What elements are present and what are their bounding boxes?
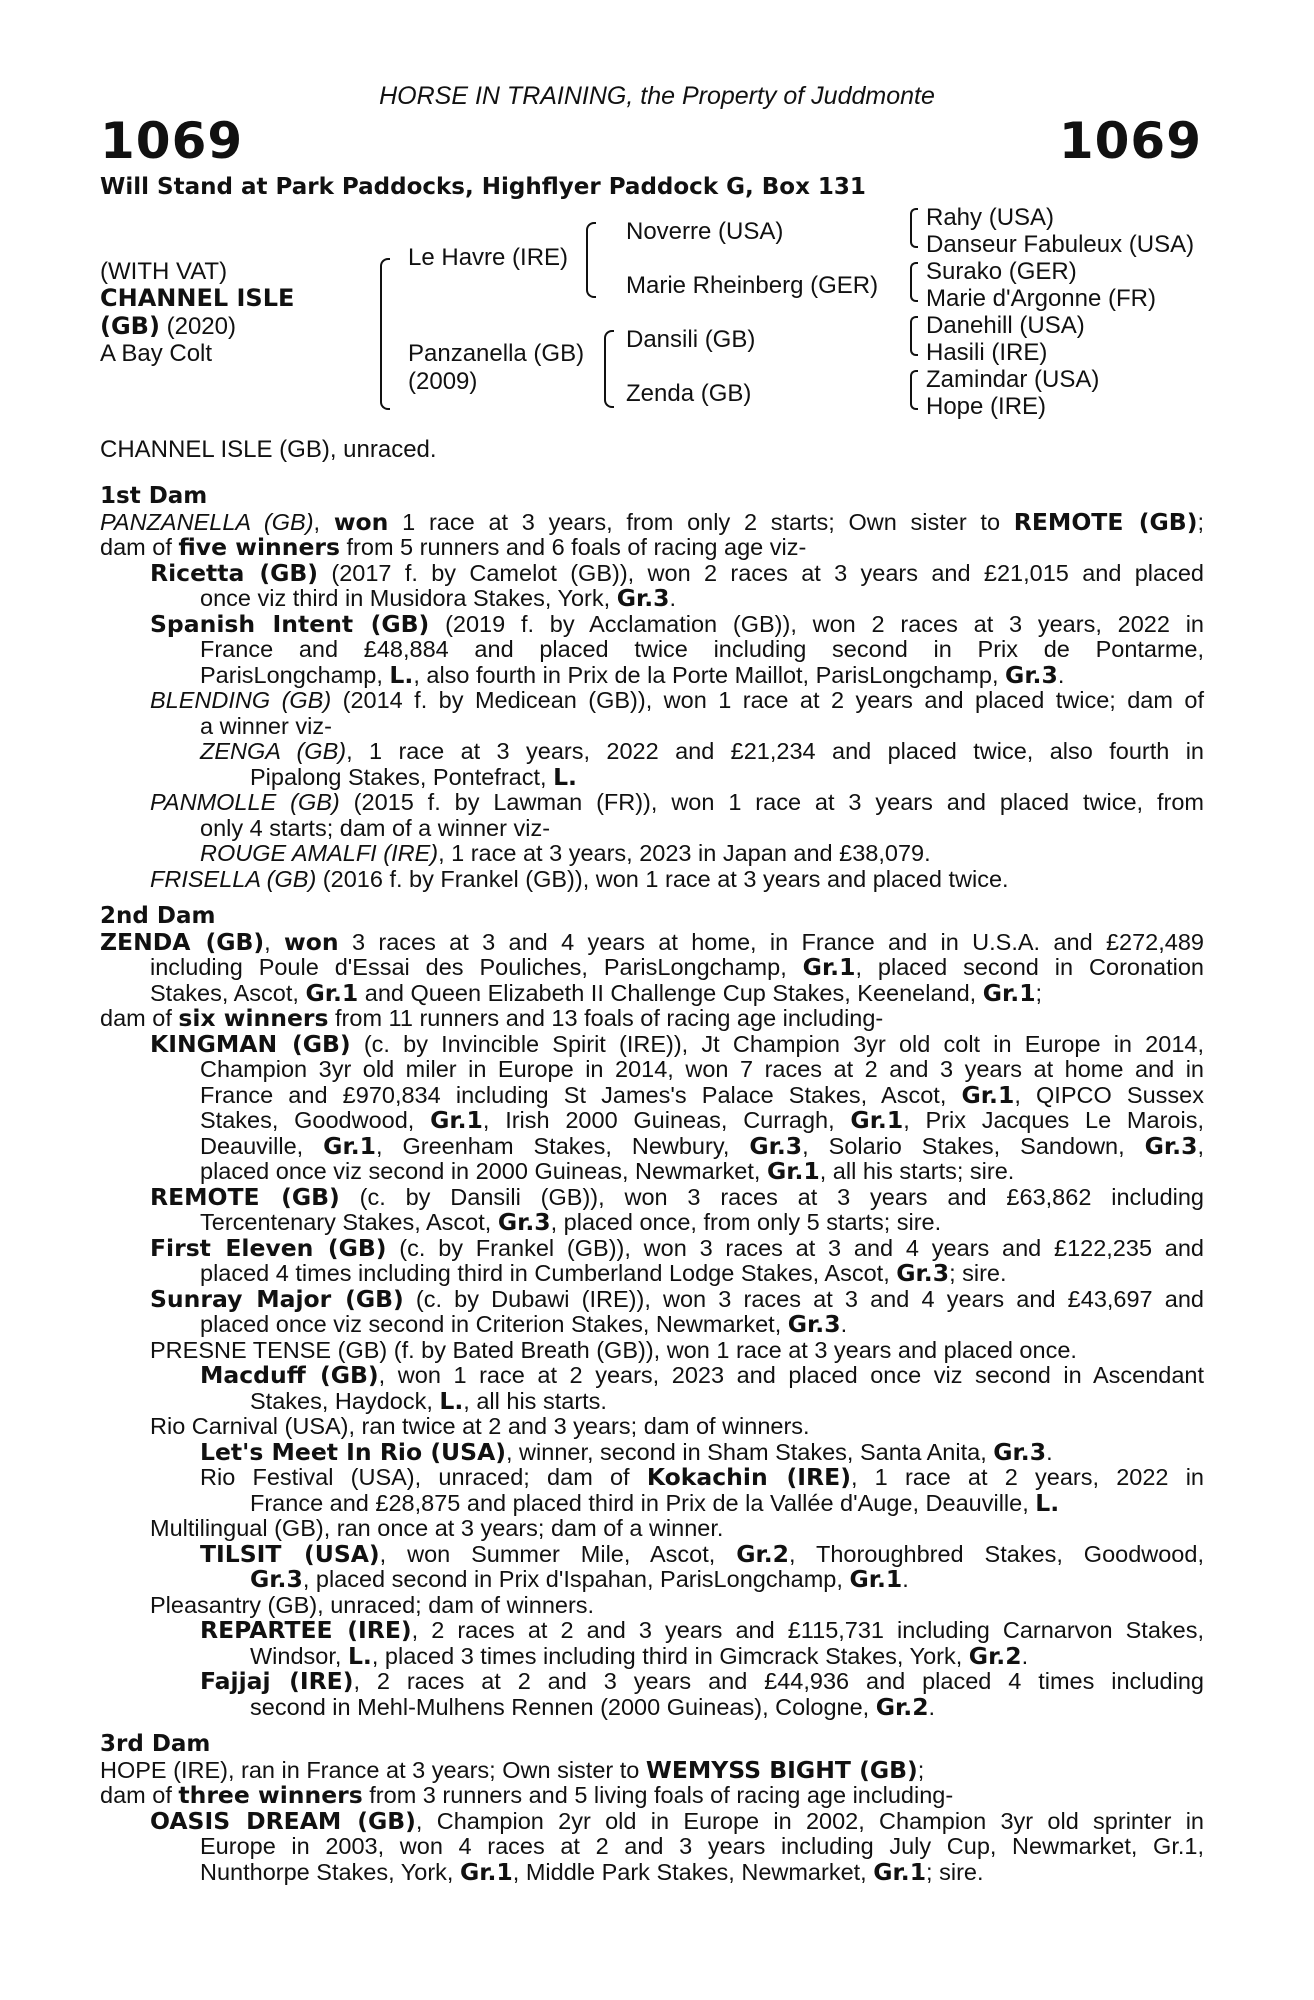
text: , Middle Park Stakes, Newmarket, [512, 1858, 874, 1885]
produce-entry [100, 1806, 1204, 1835]
produce-entry-cont [100, 762, 1204, 791]
text: . [669, 585, 677, 611]
second-dam-produce-summary [100, 1006, 1204, 1032]
text: Gr.1 [459, 1857, 513, 1886]
text: Gr.1 [961, 1080, 1015, 1109]
produce-entry [100, 1465, 1204, 1491]
pedigree-dds: Zamindar (USA) [926, 366, 1100, 393]
pedigree-brace-sd [910, 262, 918, 302]
third-dam-line [100, 1755, 1204, 1784]
lot-number-left: 1069 [100, 112, 244, 170]
pedigree-brace-dd [910, 370, 918, 410]
text: placed once viz second in 2000 Guineas, Newmarket, [200, 1158, 767, 1184]
text: dam of [100, 1782, 179, 1808]
produce-entry-cont [100, 1312, 1204, 1338]
produce-entry [100, 1618, 1204, 1644]
produce-entry-cont [100, 1386, 1204, 1415]
text: Gr.1 [766, 1157, 820, 1185]
pedigree-sire-dam: Marie Rheinberg (GER) [626, 272, 879, 299]
vat-note: (WITH VAT) [100, 258, 228, 285]
text: , Thoroughbred Stakes, Goodwood, [789, 1540, 1204, 1567]
text: from 11 runners and 13 foals of racing age including- [328, 1005, 884, 1031]
horse-origin: (GB) [100, 312, 160, 340]
text: , placed second in Prix d'Ispahan, ParisLongchamp, [302, 1566, 850, 1592]
pedigree-sire: Le Havre (IRE) [408, 244, 569, 271]
text: Gr.3 [250, 1565, 303, 1593]
pedigree-dam-sire: Dansili (GB) [626, 326, 756, 353]
produce-entry-cont [100, 1641, 1204, 1670]
produce-entry [100, 841, 1204, 867]
third-dam-produce-summary [100, 1783, 1204, 1809]
text: Pipalong Stakes, Pontefract, [250, 763, 554, 790]
text: ; sire. [926, 1858, 984, 1885]
text: Gr.3 [993, 1437, 1047, 1466]
horse-year: (2020) [166, 313, 236, 340]
produce-entry-cont [100, 1261, 1204, 1287]
pedigree-ddd: Hope (IRE) [926, 393, 1047, 420]
text: . [1046, 1438, 1053, 1465]
text: TILSIT (USA) [200, 1539, 380, 1568]
text: Sunray Major (GB) [150, 1284, 404, 1313]
text: (c. by Frankel (GB)), won 3 races at 3 and 4 years and £122,235 and [386, 1234, 1205, 1261]
pedigree-brace-ds [910, 316, 918, 356]
produce-entry-cont [100, 1857, 1204, 1886]
produce-entry-cont [100, 1692, 1204, 1721]
text: and Queen Elizabeth II Challenge Cup Stakes, Keeneland, [358, 979, 983, 1006]
text: Stakes, Ascot, [150, 979, 306, 1006]
text: Nunthorpe Stakes, York, [200, 1858, 460, 1885]
produce-entry [100, 1437, 1204, 1466]
text: , Solario Stakes, Sandown, [802, 1132, 1145, 1159]
pedigree-dam-dam: Zenda (GB) [626, 380, 752, 407]
text: six winners [178, 1004, 329, 1032]
produce-entry [100, 1284, 1204, 1313]
text: Spanish Intent (GB) [150, 609, 430, 638]
text: FRISELLA (GB) [150, 865, 317, 892]
produce-entry-cont [100, 1131, 1204, 1160]
text: First Eleven (GB) [150, 1233, 387, 1262]
produce-entry [100, 609, 1204, 638]
text: Gr.3 [896, 1259, 950, 1287]
text: five winners [178, 533, 340, 561]
text: , QIPCO Sussex [1014, 1081, 1204, 1108]
pedigree-dsd: Hasili (IRE) [926, 339, 1048, 366]
text: , [264, 928, 285, 955]
dam-name: PANZANELLA (GB) [100, 508, 314, 535]
produce-entry [100, 558, 1204, 587]
lot-number-right: 1069 [1058, 112, 1202, 170]
text: , Champion 2yr old in Europe in 2002, Champion 3yr old sprinter in [415, 1807, 1204, 1834]
page-header: HORSE IN TRAINING, the Property of Juddmonte [379, 82, 935, 110]
text: ; sire. [949, 1260, 1007, 1286]
text: ParisLongchamp, [200, 661, 390, 688]
text: once viz third in Musidora Stakes, York, [200, 585, 617, 611]
text: Ricetta (GB) [150, 558, 319, 587]
text: HOPE (IRE), ran in France at 3 years; Own sister to [100, 1756, 646, 1783]
text: . [902, 1566, 909, 1592]
pedigree-sss: Rahy (USA) [926, 204, 1055, 231]
text: three winners [178, 1781, 363, 1809]
text: (c. by Dubawi (IRE)), won 3 races at 3 and 4 years and £43,697 and [403, 1285, 1204, 1312]
pedigree-dam: Panzanella (GB) [408, 340, 585, 367]
produce-entry-cont [100, 586, 1204, 612]
text: Gr.1 [305, 978, 359, 1007]
text: from 3 runners and 5 living foals of racing age including- [362, 1782, 954, 1808]
text: REMOTE (GB) [1013, 507, 1198, 536]
text: 1 race at 3 years, from only 2 starts; Own sister to [388, 508, 1014, 535]
spacer [100, 1720, 1204, 1732]
text: dam of [100, 1005, 179, 1031]
text: , Greenham Stakes, Newbury, [375, 1132, 750, 1159]
text: , [313, 508, 334, 535]
text: PANMOLLE (GB) [150, 789, 340, 815]
produce-entry [100, 739, 1204, 765]
produce-entry: PRESNE TENSE (GB) (f. by Bated Breath (GB)), won 1 race at 3 years and placed once. [150, 1336, 1077, 1363]
text: Gr.2 [875, 1692, 929, 1721]
text: L. [439, 1386, 464, 1415]
text: Gr.1 [873, 1857, 927, 1886]
text: . [1021, 1642, 1029, 1669]
text: won [284, 927, 339, 956]
text: Gr.1 [430, 1106, 483, 1134]
produce-entry [100, 1539, 1204, 1568]
text: Stakes, Goodwood, [200, 1107, 431, 1133]
produce-entry: Multilingual (GB), ran once at 3 years; dam of a winner. [150, 1515, 724, 1541]
text: . [840, 1311, 848, 1337]
text: Gr.1 [849, 1565, 903, 1593]
first-dam-title: 1st Dam [100, 483, 208, 509]
produce-entry-cont [100, 1210, 1204, 1236]
text: Gr.2 [968, 1641, 1022, 1670]
text: , all his starts. [463, 1387, 607, 1414]
text: L. [347, 1641, 372, 1670]
text: , winner, second in Sham Stakes, Santa Anita, [506, 1438, 994, 1465]
text: , 2 races at 2 and 3 years and £44,936 and placed 4 times including [353, 1668, 1204, 1694]
text: Gr.1 [982, 978, 1036, 1007]
text: Gr.3 [749, 1131, 803, 1160]
text: REPARTEE (IRE) [200, 1616, 412, 1644]
text: France and £28,875 and placed third in Prix de la Vallée d'Auge, Deauville, [250, 1489, 1036, 1516]
text: second in Mehl-Mulhens Rennen (2000 Guineas), Cologne, [250, 1693, 876, 1720]
produce-entry-cont: Europe in 2003, won 4 races at 2 and 3 years including July Cup, Newmarket, Gr.1, [200, 1833, 1204, 1859]
stand-location: Will Stand at Park Paddocks, Highflyer Paddock G, Box 131 [100, 174, 866, 200]
text: , placed once, from only 5 starts; sire. [550, 1209, 942, 1235]
text: from 5 runners and 6 foals of racing age viz- [339, 534, 807, 560]
produce-entry-cont: only 4 starts; dam of a winner viz- [200, 814, 551, 841]
text: , won 1 race at 2 years, 2023 and placed once viz second in Ascendant [378, 1362, 1205, 1388]
text: ; [917, 1756, 925, 1783]
pedigree-sire-sire: Noverre (USA) [626, 218, 784, 245]
produce-entry [100, 867, 1204, 893]
text: Rio Festival (USA), unraced; dam of [200, 1464, 647, 1490]
text: KINGMAN (GB) [150, 1029, 351, 1058]
horse-description: A Bay Colt [100, 340, 213, 367]
text: (2015 f. by Lawman (FR)), won 1 race at 3 years and placed twice, from [339, 789, 1204, 815]
text: , 1 race at 2 years, 2022 in [850, 1464, 1205, 1490]
text: Gr.1 [850, 1106, 904, 1134]
text: , Irish 2000 Guineas, Curragh, [482, 1107, 851, 1133]
text: placed once viz second in Criterion Stakes, Newmarket, [200, 1311, 788, 1337]
produce-entry [100, 1669, 1204, 1695]
text: , [1197, 1132, 1204, 1159]
text: Gr.1 [323, 1131, 376, 1160]
text: , 1 race at 3 years, 2023 in Japan and £38,079. [438, 840, 931, 866]
text: ROUGE AMALFI (IRE) [200, 840, 439, 866]
horse-name: CHANNEL ISLE [100, 284, 295, 312]
text: ZENDA (GB) [100, 927, 265, 956]
produce-entry [100, 1233, 1205, 1262]
catalogue-body [100, 484, 1204, 1885]
text: Gr.2 [736, 1539, 789, 1568]
text: , 1 race at 3 years, 2022 and £21,234 and placed twice, also fourth in [346, 738, 1204, 764]
third-dam-title: 3rd Dam [100, 1731, 211, 1757]
text: Gr.3 [787, 1310, 841, 1338]
text: BLENDING (GB) [150, 687, 332, 713]
text: won [333, 507, 389, 536]
produce-entry-cont [100, 1080, 1204, 1109]
pedigree-brace-sire [586, 222, 596, 298]
produce-entry-cont [100, 1488, 1204, 1517]
text: dam of [100, 534, 179, 560]
horse-origin-year [100, 312, 236, 341]
text: . [928, 1693, 936, 1720]
text: placed 4 times including third in Cumberland Lodge Stakes, Ascot, [200, 1260, 897, 1286]
text: Stakes, Haydock, [250, 1387, 440, 1414]
text: , placed second in Coronation [855, 954, 1204, 980]
text: , Prix Jacques Le Marois, [903, 1107, 1204, 1133]
text: (2017 f. by Camelot (GB)), won 2 races at 3 years and £21,015 and placed [318, 559, 1204, 586]
text: Kokachin (IRE) [646, 1463, 851, 1491]
pedigree-ssd: Danseur Fabuleux (USA) [926, 231, 1195, 258]
text: , also fourth in Prix de la Porte Maillot, ParisLongchamp, [413, 661, 1006, 688]
second-dam-line-cont [100, 955, 1204, 981]
pedigree-brace-dam [604, 330, 614, 408]
text: , won Summer Mile, Ascot, [379, 1540, 737, 1567]
spacer [100, 892, 1204, 904]
text: L. [553, 762, 577, 791]
text: 3 races at 3 and 4 years at home, in France and in U.S.A. and £272,489 [338, 928, 1204, 955]
text: Macduff (GB) [200, 1361, 379, 1389]
produce-entry: Pleasantry (GB), unraced; dam of winners. [150, 1591, 595, 1618]
text: ZENGA (GB) [200, 738, 347, 764]
text: France and £970,834 including St James's Palace Stakes, Ascot, [200, 1081, 962, 1108]
produce-entry-cont [100, 1108, 1204, 1134]
text: including Poule d'Essai des Pouliches, ParisLongchamp, [150, 954, 803, 980]
produce-entry-cont: Champion 3yr old miler in Europe in 2014, won 7 races at 2 and 3 years at home and in [200, 1056, 1204, 1082]
text: WEMYSS BIGHT (GB) [645, 1755, 918, 1784]
text: Fajjaj (IRE) [200, 1667, 354, 1695]
text: (c. by Dansili (GB)), won 3 races at 3 years and £63,862 including [339, 1183, 1204, 1210]
text: Tercentenary Stakes, Ascot, [200, 1209, 498, 1235]
text: L. [389, 660, 414, 689]
text: Gr.1 [802, 953, 856, 981]
text: (2014 f. by Medicean (GB)), won 1 race at 2 years and placed twice; dam of [331, 687, 1204, 713]
text: Gr.3 [616, 584, 670, 612]
text: Let's Meet In Rio (USA) [200, 1437, 506, 1466]
produce-entry [100, 790, 1204, 816]
produce-entry-cont [100, 1567, 1204, 1593]
produce-entry-cont [100, 660, 1204, 689]
pedigree-brace-ss [910, 208, 918, 248]
text: Gr.3 [1005, 660, 1058, 689]
text: L. [1035, 1488, 1060, 1517]
text: Gr.3 [497, 1208, 551, 1236]
second-dam-line-cont [100, 978, 1204, 1007]
pedigree-brace-main [380, 258, 390, 410]
text: Windsor, [250, 1642, 348, 1669]
pedigree-sds: Surako (GER) [926, 258, 1077, 285]
race-summary: CHANNEL ISLE (GB), unraced. [100, 436, 437, 463]
produce-entry [100, 1363, 1204, 1389]
produce-entry [100, 1029, 1204, 1058]
pedigree-sdd: Marie d'Argonne (FR) [926, 285, 1156, 312]
pedigree-dss: Danehill (USA) [926, 312, 1085, 339]
text: Gr.3 [1144, 1131, 1198, 1160]
text: , placed 3 times including third in Gimcrack Stakes, York, [371, 1642, 969, 1669]
text: (c. by Invincible Spirit (IRE)), Jt Champion 3yr old colt in Europe in 2014, [350, 1030, 1204, 1057]
text: OASIS DREAM (GB) [150, 1806, 416, 1835]
text: REMOTE (GB) [150, 1182, 340, 1211]
text: (2016 f. by Frankel (GB)), won 1 race at 3 years and placed twice. [316, 865, 1009, 892]
pedigree-dam-year: (2009) [408, 368, 478, 395]
second-dam-line [100, 927, 1204, 956]
first-dam-produce-summary [100, 535, 1204, 561]
produce-entry-cont [100, 1159, 1204, 1185]
produce-entry: Rio Carnival (USA), ran twice at 2 and 3 years; dam of winners. [150, 1413, 810, 1439]
text: Deauville, [200, 1132, 324, 1159]
text: , 2 races at 2 and 3 years and £115,731 including Carnarvon Stakes, [411, 1617, 1204, 1643]
produce-entry-cont: a winner viz- [200, 712, 332, 739]
text: , all his starts; sire. [819, 1158, 1015, 1184]
produce-entry [100, 1182, 1204, 1211]
text: ; [1035, 979, 1043, 1006]
produce-entry-cont: France and £48,884 and placed twice including second in Prix de Pontarme, [200, 636, 1204, 662]
second-dam-title: 2nd Dam [100, 903, 216, 929]
first-dam-line [100, 507, 1204, 536]
text: . [1057, 661, 1065, 688]
produce-entry [100, 688, 1204, 714]
text: ; [1197, 508, 1204, 535]
text: (2019 f. by Acclamation (GB)), won 2 races at 3 years, 2022 in [429, 610, 1204, 637]
